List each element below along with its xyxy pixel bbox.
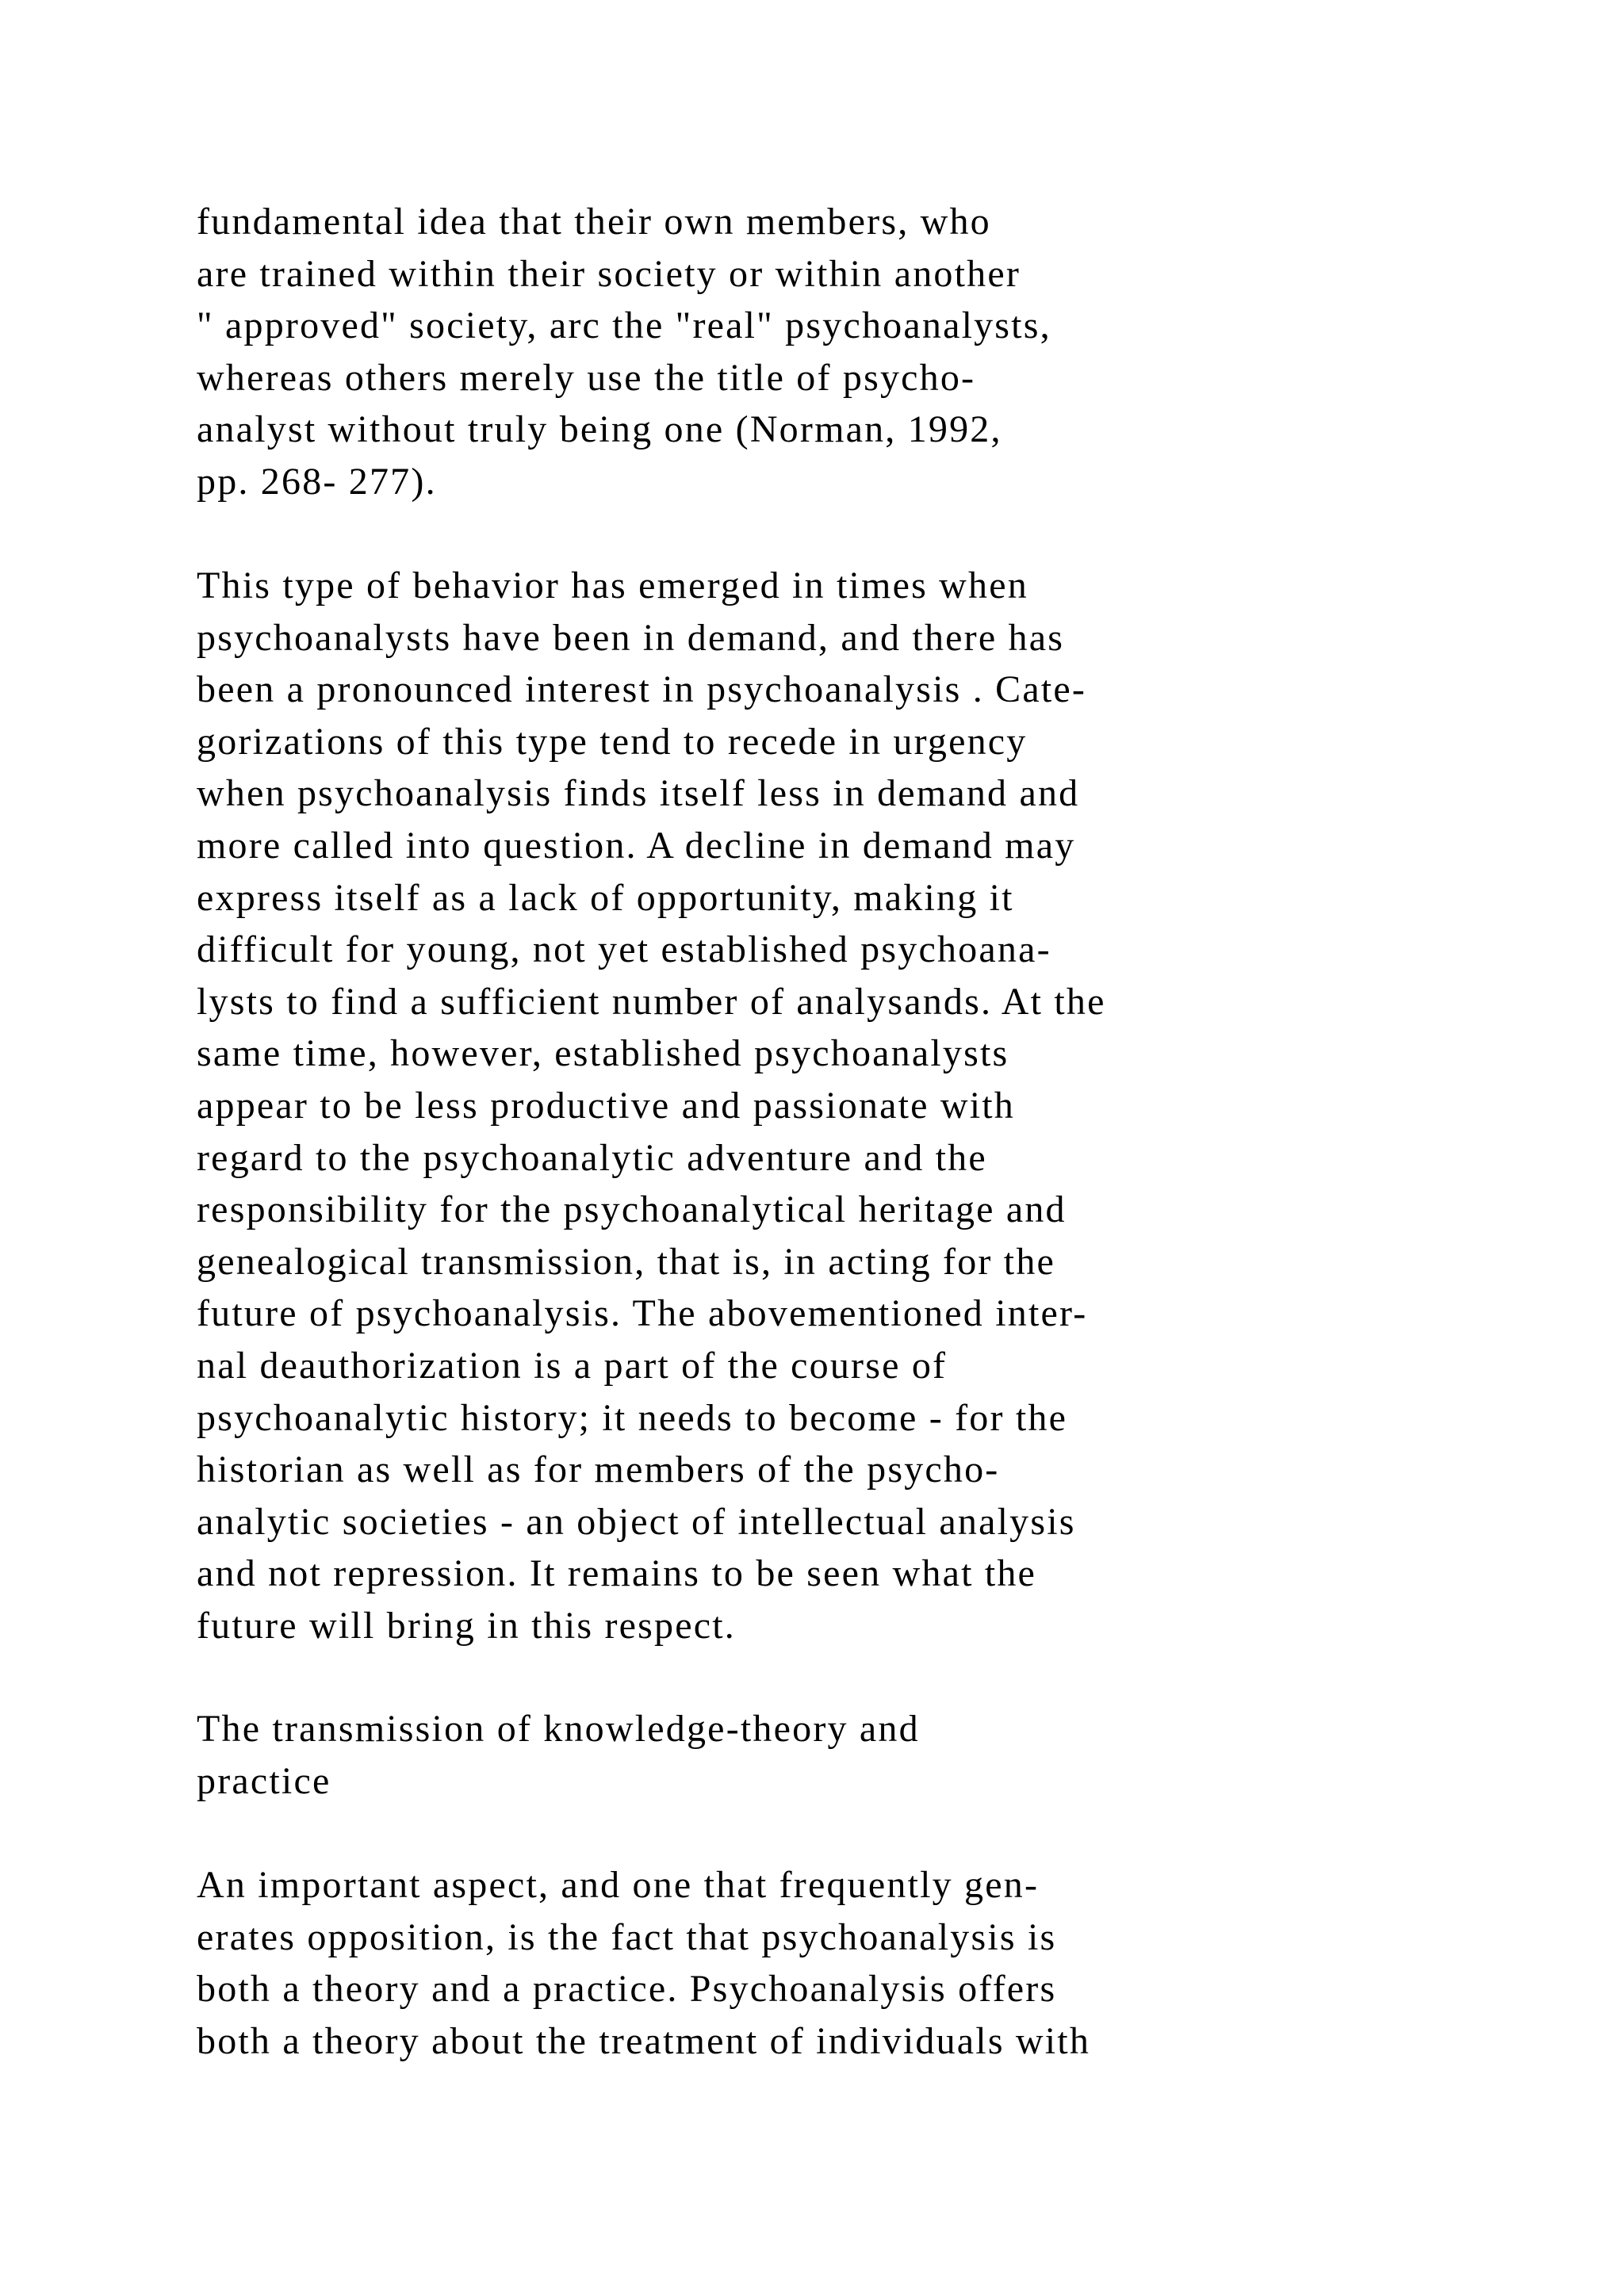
text-line: nal deauthorization is a part of the course of: [197, 1344, 948, 1387]
section-heading: [197, 1703, 1561, 1807]
text-line: erates opposition, is the fact that psychoanalysis is: [197, 1915, 1057, 1958]
text-line: future will bring in this respect.: [197, 1604, 737, 1647]
text-line: responsibility for the psychoanalytical heritage and: [197, 1188, 1067, 1231]
text-line: psychoanalytic history; it needs to become - for the: [197, 1396, 1068, 1439]
text-line: analytic societies - an object of intellectual analysis: [197, 1500, 1076, 1543]
text-line: genealogical transmission, that is, in acting for the: [197, 1240, 1056, 1283]
text-line: when psychoanalysis finds itself less in demand and: [197, 772, 1080, 815]
text-line: gorizations of this type tend to recede in urgency: [197, 720, 1028, 763]
text-line: analyst without truly being one (Norman, 1992,: [197, 408, 1002, 451]
text-line: express itself as a lack of opportunity, making it: [197, 876, 1014, 919]
paragraph: [197, 196, 1561, 508]
text-line: been a pronounced interest in psychoanalysis . Cate-: [197, 668, 1087, 711]
text-line: future of psychoanalysis. The abovementioned inter-: [197, 1292, 1088, 1335]
text-line: practice: [197, 1759, 331, 1802]
text-line: The transmission of knowledge-theory and: [197, 1708, 920, 1750]
paragraph: [197, 560, 1561, 1651]
text-line: both a theory about the treatment of individuals with: [197, 2019, 1091, 2062]
paragraph: [197, 1859, 1561, 2067]
text-line: and not repression. It remains to be seen what the: [197, 1552, 1037, 1595]
text-line: lysts to find a sufficient number of analysands. At the: [197, 980, 1106, 1023]
text-line: historian as well as for members of the psycho-: [197, 1448, 1000, 1491]
text-line: An important aspect, and one that frequently gen-: [197, 1864, 1040, 1906]
text-line: more called into question. A decline in demand may: [197, 824, 1076, 867]
text-line: are trained within their society or within another: [197, 252, 1021, 295]
text-line: psychoanalysts have been in demand, and there has: [197, 616, 1065, 659]
text-line: appear to be less productive and passionate with: [197, 1084, 1015, 1127]
text-line: whereas others merely use the title of psycho-: [197, 356, 976, 399]
text-line: " approved" society, arc the "real" psychoanalysts,: [197, 304, 1051, 347]
text-line: same time, however, established psychoanalysts: [197, 1032, 1009, 1075]
text-line: This type of behavior has emerged in times when: [197, 564, 1028, 607]
text-line: both a theory and a practice. Psychoanalysis offers: [197, 1968, 1057, 2011]
text-line: fundamental idea that their own members, who: [197, 201, 991, 243]
text-line: difficult for young, not yet established psychoana-: [197, 928, 1051, 971]
text-line: pp. 268- 277).: [197, 460, 437, 503]
text-line: regard to the psychoanalytic adventure and the: [197, 1136, 987, 1179]
